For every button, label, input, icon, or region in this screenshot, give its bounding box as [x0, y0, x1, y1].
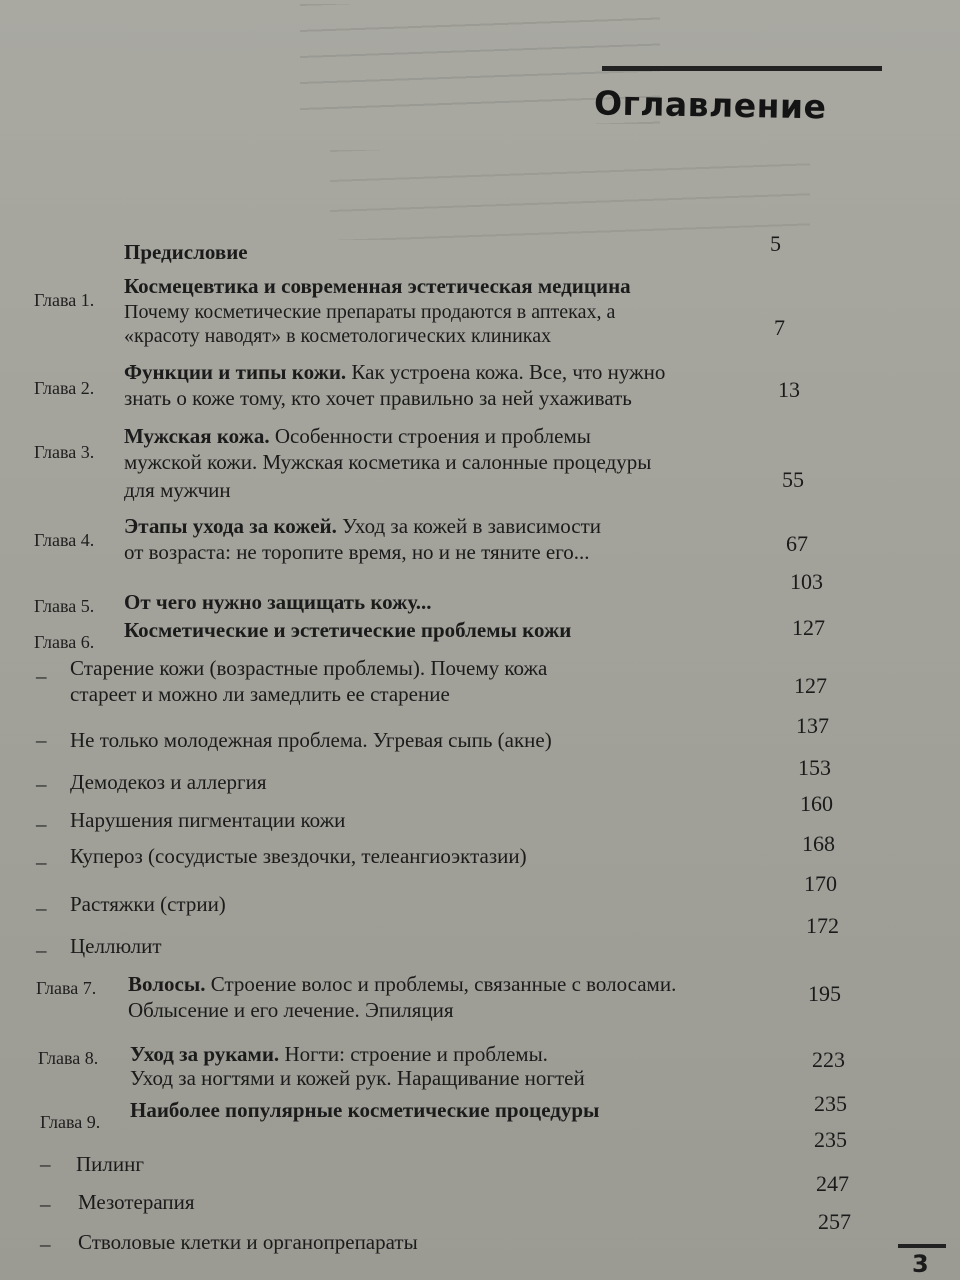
subentry-title: Целлюлит	[70, 934, 162, 958]
page-number: 172	[806, 913, 839, 938]
chapter-label: Глава 9.	[40, 1112, 101, 1132]
page-number: 160	[800, 791, 833, 816]
subentry-title: Пилинг	[76, 1152, 144, 1176]
chapter-label: Глава 2.	[34, 378, 95, 398]
heading-rule	[602, 66, 882, 71]
dash: –	[40, 1152, 51, 1176]
dash: –	[36, 728, 47, 752]
page-number: 153	[798, 755, 831, 780]
chapter-title: Наиболее популярные косметические процедуры	[130, 1098, 600, 1122]
page-number: 170	[804, 871, 837, 896]
chapter-label: Глава 5.	[34, 596, 95, 616]
dash: –	[40, 1232, 51, 1256]
page-number: 5	[770, 231, 781, 256]
chapter-label: Глава 6.	[34, 632, 95, 652]
preface-title: Предисловие	[124, 240, 248, 264]
page-number: 7	[774, 315, 785, 340]
chapter-desc: Облысение и его лечение. Эпиляция	[128, 998, 454, 1022]
chapter-label: Глава 7.	[36, 978, 97, 998]
show-through-text	[330, 150, 810, 240]
folio-rule	[898, 1244, 946, 1248]
chapter-desc: для мужчин	[124, 478, 231, 502]
chapter-title: Космецевтика и современная эстетическая медицина	[124, 274, 631, 298]
page-number: 55	[782, 467, 804, 492]
subentry-title: Стволовые клетки и органопрепараты	[78, 1230, 418, 1254]
chapter-label: Глава 3.	[34, 442, 95, 462]
chapter-title: Волосы. Строение волос и проблемы, связанные с волосами.	[128, 972, 677, 996]
subentry-title: Демодекоз и аллергия	[70, 770, 267, 794]
dash: –	[36, 812, 47, 836]
dash: –	[36, 850, 47, 874]
dash: –	[36, 938, 47, 962]
chapter-title: Мужская кожа. Особенности строения и проблемы	[124, 424, 591, 448]
chapter-title: Этапы ухода за кожей. Уход за кожей в зависимости	[124, 514, 601, 538]
chapter-label: Глава 4.	[34, 530, 95, 550]
dash: –	[36, 896, 47, 920]
page-number: 13	[778, 377, 800, 402]
dash: –	[36, 664, 47, 688]
page-number: 127	[794, 673, 827, 698]
chapter-label: Глава 1.	[34, 290, 95, 310]
dash: –	[36, 772, 47, 796]
chapter-label: Глава 8.	[38, 1048, 99, 1068]
subentry-title: Растяжки (стрии)	[70, 892, 226, 916]
page-number: 103	[790, 569, 823, 594]
page-number: 195	[808, 981, 841, 1006]
subentry-title: стареет и можно ли замедлить ее старение	[70, 682, 450, 706]
page-number: 223	[812, 1047, 845, 1072]
subentry-title: Нарушения пигментации кожи	[70, 808, 346, 832]
chapter-title: Косметические и эстетические проблемы кожи	[124, 618, 572, 642]
dash: –	[40, 1192, 51, 1216]
chapter-title: От чего нужно защищать кожу...	[124, 590, 432, 614]
chapter-desc: Почему косметические препараты продаются в аптеках, а	[124, 301, 616, 323]
chapter-desc: знать о коже тому, кто хочет правильно за ней ухаживать	[124, 386, 632, 410]
page-number: 168	[802, 831, 835, 856]
subentry-title: Купероз (сосудистые звездочки, телеангиоэктазии)	[70, 844, 527, 868]
page-number: 67	[786, 531, 808, 556]
chapter-title: Уход за руками. Ногти: строение и проблемы.	[130, 1042, 548, 1066]
chapter-desc: «красоту наводят» в косметологических клиниках	[124, 325, 552, 347]
page-number: 137	[796, 713, 829, 738]
subentry-title: Старение кожи (возрастные проблемы). Почему кожа	[70, 656, 548, 680]
page-number: 127	[792, 615, 825, 640]
page-folio: 3	[912, 1250, 929, 1278]
page-number: 235	[814, 1091, 847, 1116]
page-title: Оглавление	[593, 83, 827, 127]
chapter-title: Функции и типы кожи. Как устроена кожа. Все, что нужно	[124, 360, 666, 384]
chapter-desc: от возраста: не торопите время, но и не тяните его...	[124, 540, 590, 564]
page-number: 247	[816, 1171, 849, 1196]
chapter-desc: Уход за ногтями и кожей рук. Наращивание ногтей	[130, 1066, 585, 1090]
page-number: 257	[818, 1209, 851, 1234]
chapter-desc: мужской кожи. Мужская косметика и салонные процедуры	[124, 450, 652, 474]
page-number: 235	[814, 1127, 847, 1152]
subentry-title: Не только молодежная проблема. Угревая сыпь (акне)	[70, 728, 552, 752]
subentry-title: Мезотерапия	[78, 1190, 195, 1214]
